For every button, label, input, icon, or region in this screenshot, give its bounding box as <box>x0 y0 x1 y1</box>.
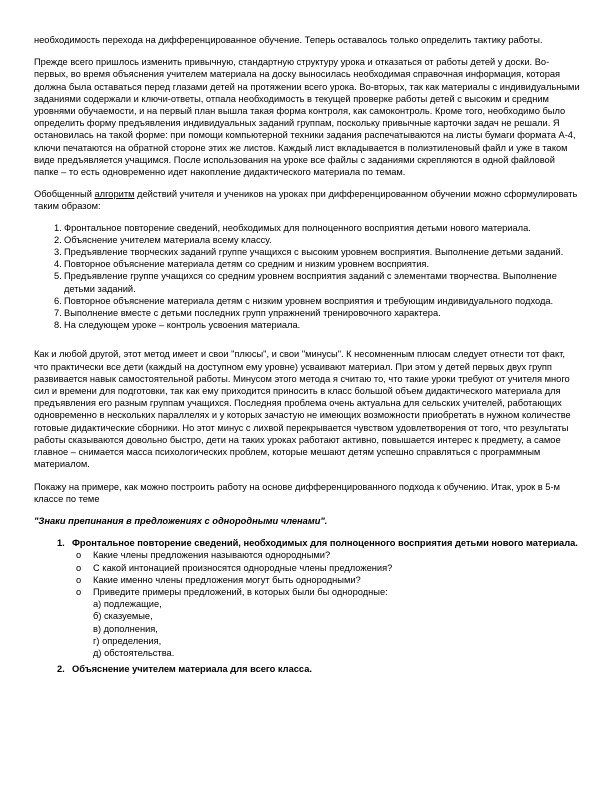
question-item: o Какие члены предложения называются однородными? <box>76 550 331 561</box>
question-item: o Какие именно члены предложения могут быть однородными? <box>76 574 361 585</box>
question-item: o Приведите примеры предложений, в которых были бы однородные: а) подлежащие, б) сказуемые, в) дополнения, г) определения, д) обстоятельства. <box>72 586 580 659</box>
question-list <box>72 549 580 659</box>
list-item: 1. Фронтальное повторение сведений, необходимых для полноценного восприятия детьми нового материала. <box>54 222 531 233</box>
bullet-icon: o <box>76 562 82 573</box>
pros-cons-paragraph: Как и любой другой, этот метод имеет и свои "плюсы", и свои "минусы". К несомненным плюсам следует отнести тот факт, что практически все дети (каждый на доступном ему уровне) усваивают материал. При этом у детей первых двух групп развивается навык самостоятельной работы. Минусом этого метода я считаю то, что такие уроки требуют от учителя много сил и времени для подготовки, так как ему приходится приносить в класс большой объем дидактического материала для предъявления его разным группам учащихся. Последняя проблема очень актуальна для сельских учителей, работающих одновременно в нескольких параллелях и у которых зачастую не имеющих возможности приобретать в нужном количестве готовые дидактические сборники. Но этот минус с лихвой перекрывается чувством удовлетворения от того, что результаты работы сказываются довольно быстро, дети на таких уроках работают активно, повышается интерес к предмету, а самое главное – снимается масса психологических проблем, которые мешают детям успешно справляться с программным материалом. <box>34 349 571 470</box>
intro-paragraph: необходимость перехода на дифференцированное обучение. Теперь оставалось только определить тактику работы. <box>34 35 543 45</box>
list-item: 4. Повторное объяснение материала детям со средним и низким уровнем восприятия. <box>54 259 430 270</box>
sub-item: б) сказуемые, <box>93 611 153 622</box>
list-item: 6. Повторное объяснение материала детям с низким уровнем восприятия и требующим индивидуального подхода. <box>54 295 554 306</box>
list-item: 3. Предъявление творческих заданий группе учащихся с высоким уровнем восприятия. Выполнение детьми заданий. <box>54 247 564 258</box>
lesson-step-title: Объяснение учителем материала для всего класса. <box>72 664 312 675</box>
algorithm-steps-list <box>34 222 580 332</box>
question-item: o С какой интонацией произносятся однородные члены предложения? <box>76 562 393 573</box>
list-item: 2. Объяснение учителем материала всему классу. <box>54 234 272 245</box>
bullet-icon: o <box>76 586 82 597</box>
algorithm-link[interactable]: алгоритм <box>94 189 135 200</box>
algorithm-intro-before: Обобщенный <box>34 189 95 200</box>
lesson-step: 1. Фронтальное повторение сведений, необходимых для полноценного восприятия детьми нового материала. o Какие члены предложения называются однородными? o С какой интонацией произносятся однородные члены предложения? o Какие именно члены предложения могут быть однородными? o Приведите примеры предложений, в которых были бы однородные: а) подлежащие, б) сказуемые, в) дополнения, г) определения, д) обстоятельства. <box>34 537 580 659</box>
sub-item: г) определения, <box>93 635 162 646</box>
list-item: 8. На следующем уроке – контроль усвоения материала. <box>54 320 301 331</box>
bullet-icon: o <box>76 574 82 585</box>
sub-item: д) обстоятельства. <box>93 647 175 658</box>
sub-items <box>93 598 580 659</box>
example-paragraph: Покажу на примере, как можно построить работу на основе дифференцированного подхода к обучению. Итак, урок в 5-м классе по теме <box>34 481 560 504</box>
sub-item: в) дополнения, <box>93 623 158 634</box>
sub-item: а) подлежащие, <box>93 599 162 610</box>
bullet-icon: o <box>76 550 82 561</box>
document-page <box>34 34 580 675</box>
lesson-steps-list <box>34 537 580 675</box>
lesson-step-title: Фронтальное повторение сведений, необходимых для полноценного восприятия детьми нового материала. <box>72 538 578 549</box>
structure-paragraph: Прежде всего пришлось изменить привычную, стандартную структуру урока и отказаться от работы детей у доски. Во-первых, во время объяснения учителем материала на доску выносилась необходимая справочная информация, которая должна была оставаться перед глазами детей на протяжении всего урока. Во-вторых, так как материалы с индивидуальными заданиями содержали и ключи-ответы, отпала необходимость в текущей проверке работы детей с высоким и средним уровнями обучаемости, и на первый план вышла такая форма контроля, как самоконтроль. Кроме того, необходимо было определить форму предъявления индивидуальных заданий группам, поскольку привычные карточки задач не решали. Я остановилась на такой форме: при помощи компьютерной техники задания распечатываются на листы бумаги формата А-4, ключи печатаются на обратной стороне этих же листов. Каждый лист вкладывается в полиэтиленовый файл и уже в таком виде предъявляется учащимся. После использования на уроке все файлы с заданиями скрепляются в одной файловой папке – то есть одновременно идет накопление дидактического материала по темам. <box>34 57 580 178</box>
algorithm-intro-paragraph <box>34 188 580 212</box>
lesson-step: 2. Объяснение учителем материала для всего класса. <box>57 664 312 675</box>
list-item: 5. Предъявление группе учащихся со средним уровнем восприятия заданий с элементами творчества. Выполнение детьми заданий. <box>54 271 557 294</box>
lesson-topic: "Знаки препинания в предложениях с однородными членами". <box>34 515 328 526</box>
algorithm-intro-after: действий учителя и учеников на уроках при дифференцированном обучении можно сформулировать таким образом: <box>34 189 578 212</box>
list-item: 7. Выполнение вместе с детьми последних групп упражнений тренировочного характера. <box>54 308 441 319</box>
